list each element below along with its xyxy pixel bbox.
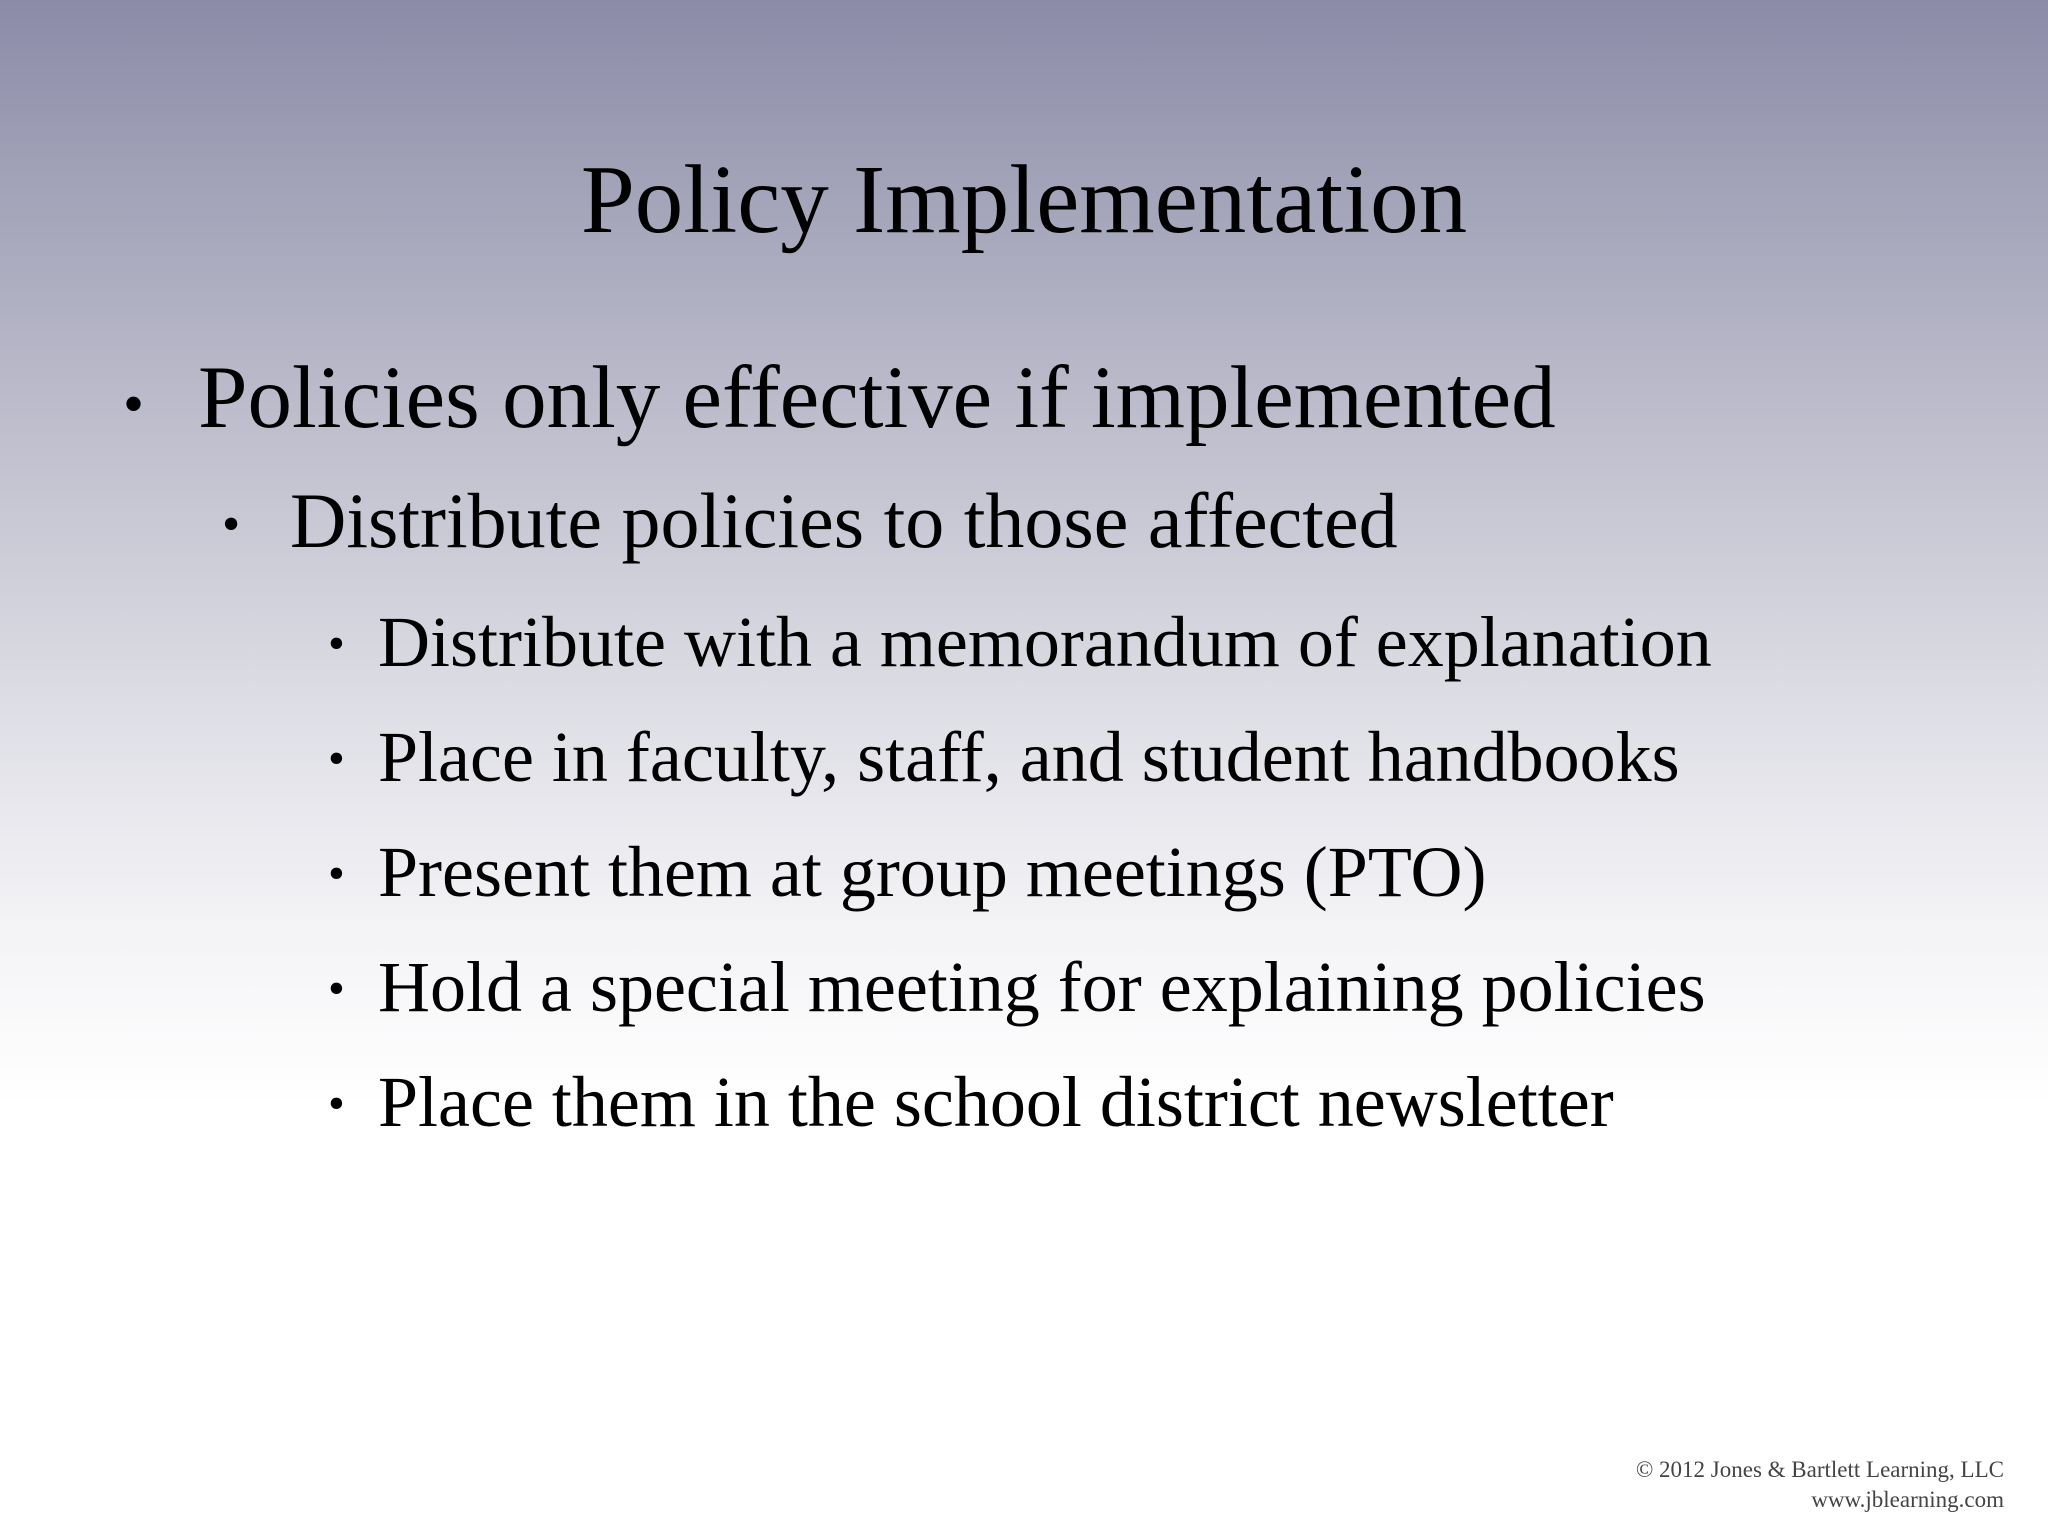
bullet-marker: • [328, 617, 345, 670]
bullet-text: Distribute with a memorandum of explanation [378, 602, 1712, 682]
bullet-text: Hold a special meeting for explaining policies [378, 947, 1706, 1027]
bullet-marker: • [123, 371, 145, 437]
bullet-text: Place them in the school district newsletter [378, 1062, 1614, 1142]
bullet-marker: • [328, 732, 345, 785]
bullet-text: Policies only effective if implemented [198, 349, 1556, 447]
publisher-website: www.jblearning.com [1811, 1487, 2004, 1512]
bullet-marker: • [328, 1077, 345, 1130]
copyright-text: © 2012 Jones & Bartlett Learning, LLC [1635, 1457, 2004, 1482]
bullet-marker: • [328, 962, 345, 1015]
bullet-marker: • [222, 496, 241, 553]
slide-title: Policy Implementation [580, 146, 1468, 253]
bullet-text: Place in faculty, staff, and student handbooks [378, 717, 1680, 797]
bullet-text: Present them at group meetings (PTO) [378, 832, 1487, 912]
bullet-marker: • [328, 847, 345, 900]
copyright-notice [1636, 1455, 2004, 1515]
bullet-text: Distribute policies to those affected [290, 477, 1398, 564]
